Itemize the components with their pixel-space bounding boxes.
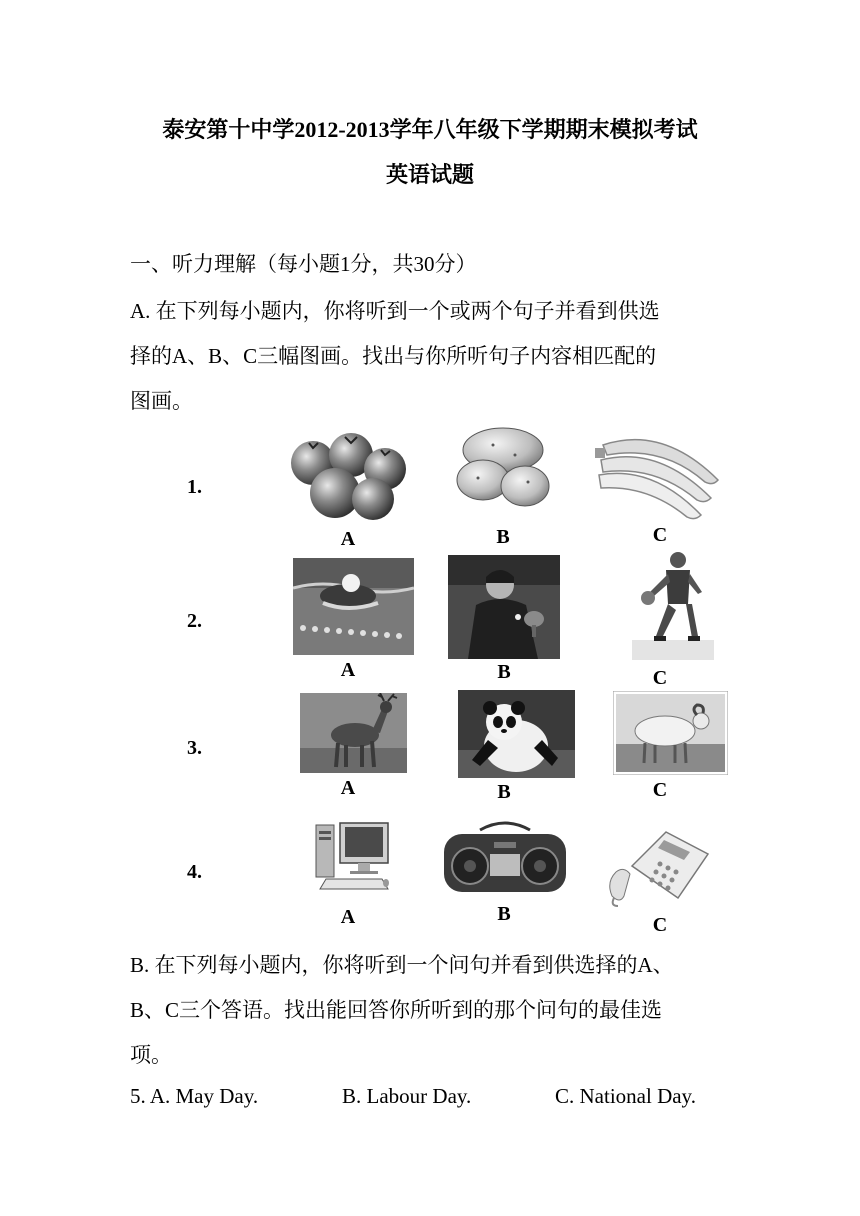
panda-picture (458, 690, 575, 778)
option-letter: B (497, 661, 511, 683)
option-letter: C (652, 779, 668, 801)
option-letter: A (340, 659, 356, 681)
sheep-picture (613, 691, 728, 775)
section-heading: 一、听力理解（每小题1分，共30分） (130, 252, 477, 276)
option-letter: B (497, 781, 511, 803)
question-number: 1. (187, 476, 202, 498)
part-b-instruction-3: 项。 (130, 1043, 172, 1067)
option-letter: A (340, 777, 356, 799)
option-letter: C (652, 667, 668, 689)
swimmer-picture (293, 558, 414, 655)
table-tennis-player-picture (448, 555, 560, 659)
part-b-instruction-2: B、C三个答语。找出能回答你所听到的那个问句的最佳选 (130, 998, 663, 1022)
page-subtitle: 英语试题 (385, 162, 474, 187)
potatoes-picture (453, 420, 553, 515)
part-a-instruction-3: 图画。 (130, 389, 193, 413)
deer-picture (300, 693, 407, 773)
telephone-picture (606, 826, 710, 910)
part-a-instruction-2: 择的A、B、C三幅图画。找出与你所听句子内容相匹配的 (130, 344, 657, 368)
radio-cassette-player-picture (440, 818, 570, 900)
computer-picture (312, 815, 394, 893)
basketball-player-picture (626, 548, 718, 663)
question-number: 3. (187, 737, 202, 759)
bananas-picture (593, 420, 725, 525)
page-title: 泰安第十中学2012-2013学年八年级下学期期末模拟考试 (162, 117, 698, 142)
q5-option-a: 5. A. May Day. (130, 1084, 259, 1108)
question-number: 4. (187, 861, 202, 883)
option-letter: A (340, 528, 356, 550)
option-letter: B (496, 526, 510, 548)
option-letter: A (340, 906, 356, 928)
part-b-instruction-1: B. 在下列每小题内，你将听到一个问句并看到供选择的A、 (130, 953, 674, 977)
question-number: 2. (187, 610, 202, 632)
option-letter: B (497, 903, 511, 925)
q5-option-c: C. National Day. (555, 1084, 696, 1108)
q5-option-b: B. Labour Day. (342, 1084, 472, 1108)
option-letter: C (652, 914, 668, 936)
part-a-instruction-1: A. 在下列每小题内，你将听到一个或两个句子并看到供选 (130, 299, 660, 323)
option-letter: C (652, 524, 668, 546)
tomatoes-picture (285, 425, 410, 525)
